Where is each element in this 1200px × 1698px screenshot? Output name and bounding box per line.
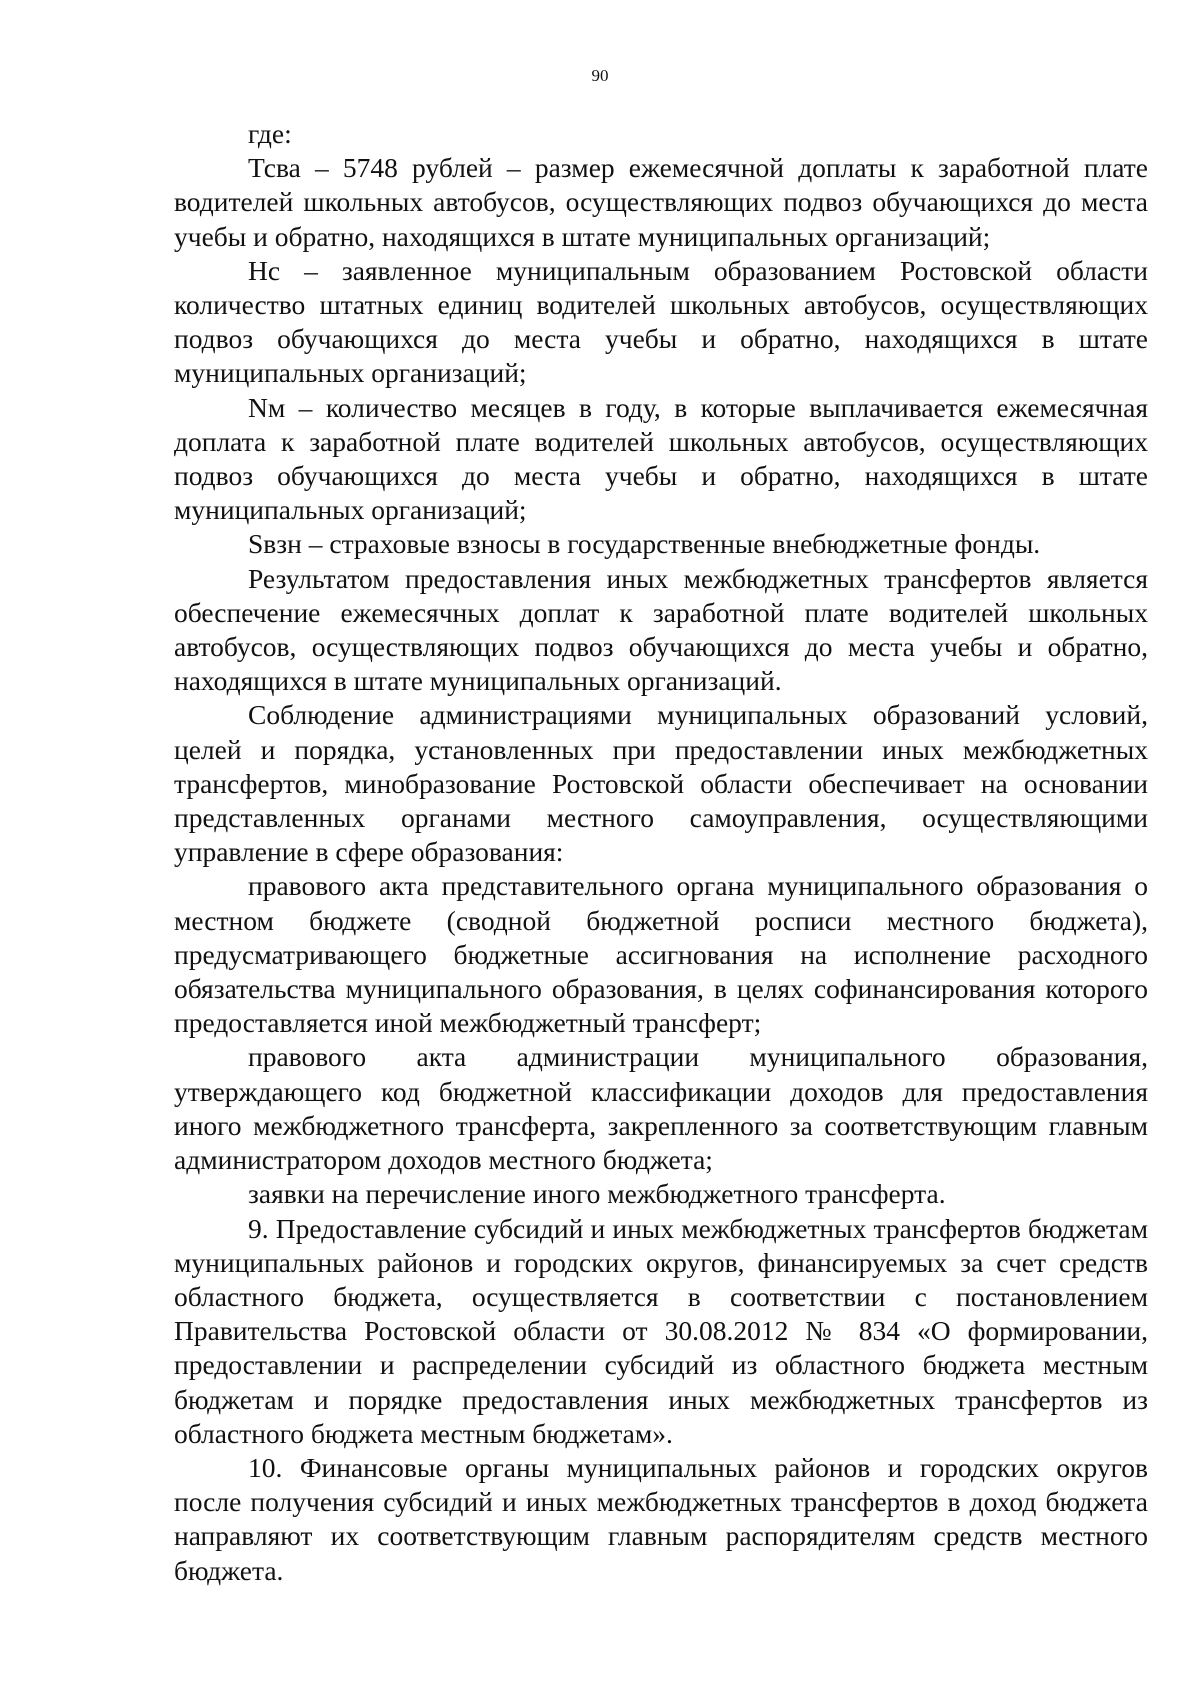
paragraph-section-9: 9. Предоставление субсидий и иных межбюджетных трансфертов бюджетам муниципальных районов и городских округов, финансируемых за счет средств областного бюджета, осуществляется в соответствии с постановлением Правительства Ростовской области от 30.08.2012 № 834 «О формировании, предоставлении и распределении субсидий из областного бюджета местным бюджетам и порядке предоставления иных межбюджетных трансфертов из областного бюджета местным бюджетам». <box>174 1212 1148 1449</box>
paragraph-svzn-definition: Sвзн – страховые взносы в государственные внебюджетные фонды. <box>248 528 1041 560</box>
paragraph-result: Результатом предоставления иных межбюджетных трансфертов является обеспечение ежемесячных доплат к заработной плате водителей школьных автобусов, осуществляющих подвоз обучающихся до места учебы и обратно, находящихся в штате муниципальных организаций. <box>174 562 1148 697</box>
paragraph-legal-act-budget: правового акта представительного органа муниципального образования о местном бюджете (сводной бюджетной росписи местного бюджета), предусматривающего бюджетные ассигнования на исполнение расходного обязательства муниципального образования, в целях софинансирования которого предоставляется иной межбюджетный трансферт; <box>174 870 1148 1039</box>
paragraph-legal-act-administration: правового акта администрации муниципального образования, утверждающего код бюджетной классификации доходов для предоставления иного межбюджетного трансферта, закрепленного за соответствующим главным администратором доходов местного бюджета; <box>174 1041 1148 1176</box>
paragraph-nm-definition: Nм – количество месяцев в году, в которые выплачивается ежемесячная доплата к заработной плате водителей школьных автобусов, осуществляющих подвоз обучающихся до места учебы и обратно, находящихся в штате муниципальных организаций; <box>174 391 1148 526</box>
paragraph-transfer-request: заявки на перечисление иного межбюджетного трансферта. <box>248 1178 946 1210</box>
page-number: 90 <box>591 66 609 85</box>
paragraph-ns-definition: Нс – заявленное муниципальным образованием Ростовской области количество штатных единиц водителей школьных автобусов, осуществляющих подвоз обучающихся до места учебы и обратно, находящихся в штате муниципальных организаций; <box>174 254 1148 389</box>
document-body <box>174 117 1148 1588</box>
paragraph-intro: где: <box>248 118 292 149</box>
paragraph-compliance: Соблюдение администрациями муниципальных образований условий, целей и порядка, установленных при предоставлении иных межбюджетных трансфертов, минобразование Ростовской области обеспечивает на основании представленных органами местного самоуправления, осуществляющими управление в сфере образования: <box>174 699 1148 868</box>
paragraph-tsva-definition: Тсва – 5748 рублей – размер ежемесячной доплаты к заработной плате водителей школьных автобусов, осуществляющих подвоз обучающихся до места учебы и обратно, находящихся в штате муниципальных организаций; <box>174 152 1148 252</box>
paragraph-section-10: 10. Финансовые органы муниципальных районов и городских округов после получения субсидий и иных межбюджетных трансфертов в доход бюджета направляют их соответствующим главным распорядителям средств местного бюджета. <box>174 1451 1148 1586</box>
